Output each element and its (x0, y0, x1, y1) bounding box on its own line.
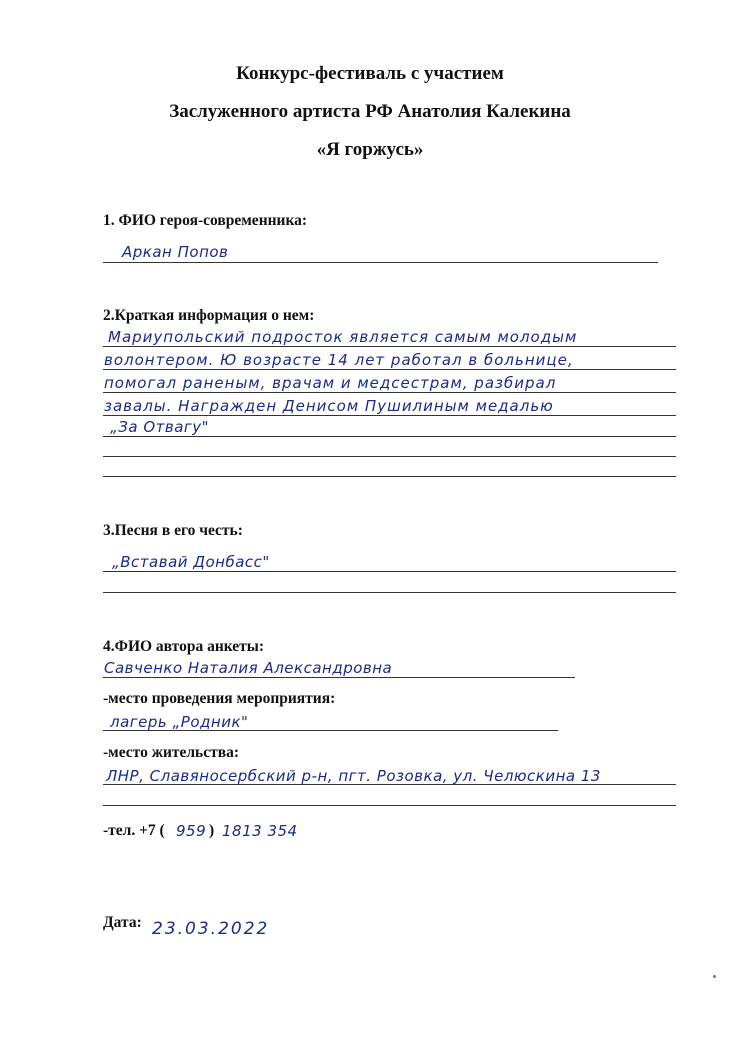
brief-info-rule-6 (103, 456, 676, 457)
brief-info-rule-2 (103, 369, 676, 370)
scan-speck (713, 975, 716, 978)
author-name-answer: Савченко Наталия Александровна (104, 659, 393, 677)
hero-name-line (103, 262, 658, 263)
brief-info-line-2: волонтером. Ю возрасте 14 лет работал в больнице, (104, 351, 574, 369)
brief-info-label: 2.Краткая информация о нем: (103, 307, 315, 324)
song-rule-2 (103, 592, 676, 593)
date-value: 23.03.2022 (152, 919, 270, 939)
song-label: 3.Песня в его честь: (103, 522, 243, 539)
brief-info-line-3: помогал раненым, врачам и медсестрам, разбирал (104, 374, 557, 392)
brief-info-rule-3 (103, 392, 676, 393)
venue-label: -место проведения мероприятия: (103, 690, 336, 707)
author-name-label: 4.ФИО автора анкеты: (103, 638, 265, 655)
residence-label: -место жительства: (103, 744, 240, 761)
venue-line (103, 730, 558, 731)
brief-info-rule-7 (103, 476, 676, 477)
brief-info-rule-4 (103, 415, 676, 416)
brief-info-rule-1 (103, 346, 676, 347)
phone-close-paren: ) (209, 822, 215, 839)
form-title-line-2: Заслуженного артиста РФ Анатолия Калекина (169, 101, 571, 122)
residence-rule-2 (103, 805, 676, 806)
brief-info-line-5: „За Отвагу" (110, 418, 210, 436)
hero-name-answer: Аркан Попов (122, 243, 229, 261)
phone-code: 959 (176, 822, 207, 840)
phone-number: 1813 354 (222, 822, 298, 840)
form-title-line-3: «Я горжусь» (316, 139, 424, 160)
residence-rule-1 (103, 784, 676, 785)
author-name-line (103, 677, 575, 678)
brief-info-line-4: завалы. Награжден Денисом Пушилиным медалью (104, 397, 554, 415)
hero-name-label: 1. ФИО героя-современника: (103, 212, 308, 229)
date-label: Дата: (103, 914, 142, 931)
form-title-line-1: Конкурс-фестиваль с участием (236, 63, 504, 84)
song-answer: „Вставай Донбасс" (112, 553, 270, 571)
song-rule-1 (103, 571, 676, 572)
brief-info-rule-5 (103, 436, 676, 437)
phone-label: -тел. +7 ( (103, 822, 165, 839)
residence-answer: ЛНР, Славяносербский р-н, пгт. Розовка, ул. Челюскина 13 (106, 767, 601, 785)
venue-answer: лагерь „Родник" (110, 713, 249, 731)
brief-info-line-1: Мариупольский подросток является самым молодым (108, 328, 578, 346)
